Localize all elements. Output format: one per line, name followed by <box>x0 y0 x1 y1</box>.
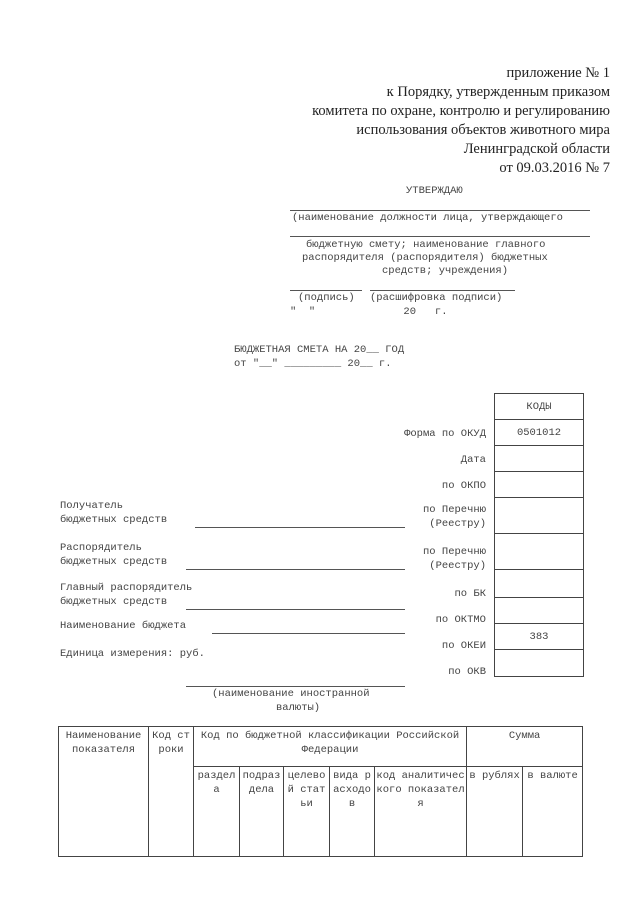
recipient-label-1: Получатель <box>60 500 124 512</box>
codes-table <box>494 393 584 677</box>
code-perechen-1 <box>495 498 583 534</box>
code-date <box>495 446 583 472</box>
sub-expense-header: вида расходов <box>330 767 375 857</box>
sub-target-header: целевой статьи <box>284 767 330 857</box>
label-okud: Форма по ОКУД <box>404 428 486 440</box>
appendix-date: от 09.03.2016 № 7 <box>499 160 610 176</box>
code-bk <box>495 570 583 598</box>
appendix-region: Ленинградской области <box>463 141 610 157</box>
appendix-committee: комитета по охране, контролю и регулированию <box>312 103 610 119</box>
code-okpo <box>495 472 583 498</box>
chief-label-2: бюджетных средств <box>60 596 168 608</box>
appendix-header <box>312 64 610 178</box>
unit-label: Единица измерения: руб. <box>60 648 205 660</box>
currency-hint-1: (наименование иностранной <box>212 688 370 700</box>
sub-rub-header: в рублях <box>467 767 523 857</box>
decode-line <box>370 290 515 291</box>
position-hint-3: распорядителя (распорядителя) бюджетных <box>302 252 548 264</box>
position-line <box>290 210 590 211</box>
label-perechen-1: по Перечню <box>422 504 486 516</box>
code-okv <box>495 650 583 676</box>
signature-line <box>290 290 362 291</box>
code-okud: 0501012 <box>495 420 583 446</box>
budget-line <box>212 633 405 634</box>
currency-line <box>186 686 405 687</box>
appendix-number: приложение № 1 <box>506 65 610 81</box>
code-oktmo <box>495 598 583 624</box>
sub-subsection-header: подраздела <box>240 767 284 857</box>
appendix-wildlife: использования объектов животного мира <box>356 122 610 138</box>
position-hint-4: средств; учреждения) <box>382 265 509 277</box>
col-bk-header: Код по бюджетной классификации Российской Федерации <box>194 727 467 767</box>
manager-line <box>186 569 405 570</box>
col-sum-header: Сумма <box>467 727 583 767</box>
label-okv: по ОКВ <box>448 666 486 678</box>
manager-label-1: Распорядитель <box>60 542 142 554</box>
approve-title: УТВЕРЖДАЮ <box>406 185 463 197</box>
budget-label: Наименование бюджета <box>60 620 187 632</box>
label-oktmo: по ОКТМО <box>435 614 486 626</box>
manager-label-2: бюджетных средств <box>60 556 168 568</box>
chief-line <box>186 609 405 610</box>
recipient-label-2: бюджетных средств <box>60 514 168 526</box>
recipient-line <box>195 527 405 528</box>
col-code-header: Код строки <box>149 727 194 857</box>
position-hint-2: бюджетную смету; наименование главного <box>306 239 546 251</box>
chief-label-1: Главный распорядитель <box>60 582 193 594</box>
appendix-order: к Порядку, утвержденным приказом <box>386 84 610 100</box>
code-perechen-2 <box>495 534 583 570</box>
decode-hint: (расшифровка подписи) <box>370 292 503 304</box>
position-hint-1: (наименование должности лица, утверждающего <box>292 212 563 224</box>
doc-date: от "__" _________ 20__ г. <box>234 358 392 370</box>
label-okpo: по ОКПО <box>441 480 486 492</box>
label-perechen-1-sub: (Реестру) <box>429 518 486 530</box>
approve-date: " " 20 г. <box>290 306 448 318</box>
signature-hint: (подпись) <box>298 292 355 304</box>
sub-analytic-header: код аналитического показателя <box>375 767 467 857</box>
estimate-table <box>58 726 583 857</box>
codes-header: КОДЫ <box>495 394 583 420</box>
currency-hint-2: валюты) <box>276 702 321 714</box>
doc-title: БЮДЖЕТНАЯ СМЕТА НА 20__ ГОД <box>234 344 405 356</box>
col-name-header: Наименование показателя <box>59 727 149 857</box>
label-okei: по ОКЕИ <box>441 640 486 652</box>
sub-currency-header: в валюте <box>523 767 583 857</box>
code-okei: 383 <box>495 624 583 650</box>
label-bk: по БК <box>454 588 486 600</box>
label-perechen-2: по Перечню <box>422 546 486 558</box>
position-line-2 <box>290 236 590 237</box>
label-date: Дата <box>460 454 486 466</box>
label-perechen-2-sub: (Реестру) <box>429 560 486 572</box>
sub-section-header: раздела <box>194 767 240 857</box>
